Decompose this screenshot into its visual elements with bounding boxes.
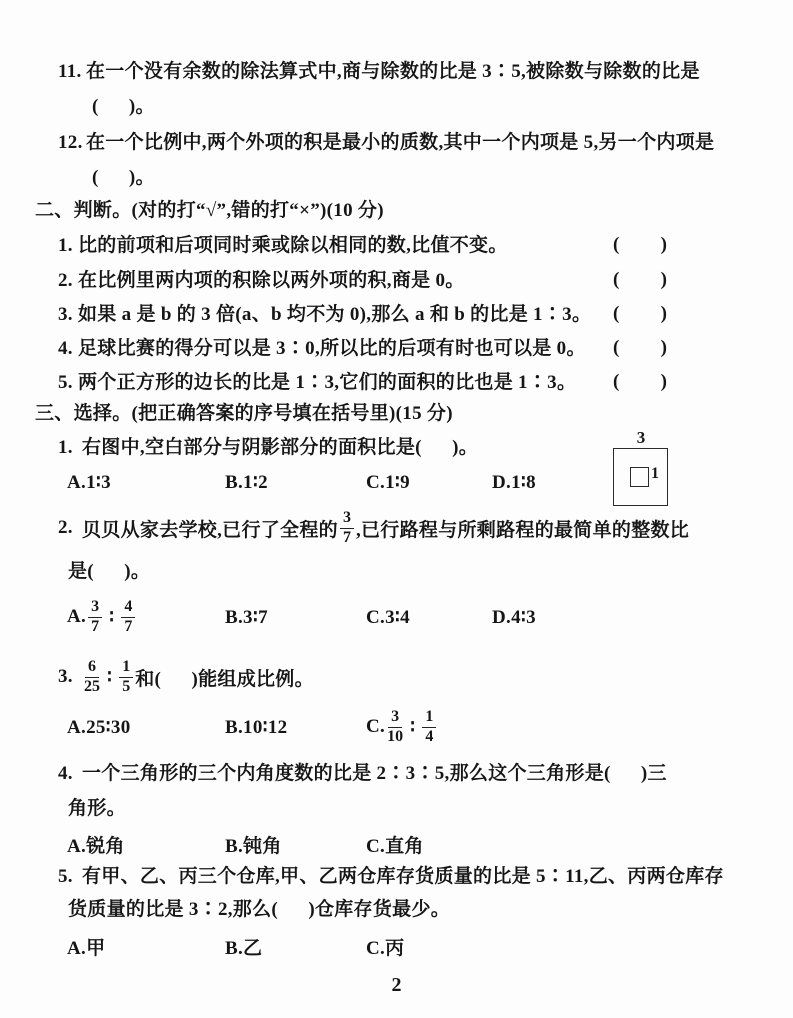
choice-q5-line1 (58, 865, 724, 889)
choice-q2-line2: 是( )。 (68, 561, 151, 582)
bracket-close: ) (660, 337, 667, 358)
judge-item-4-number: 4. (58, 338, 73, 359)
choice-q3-number: 3. (58, 666, 73, 687)
bracket-close: ) (660, 269, 667, 290)
judge-item-1-answer-bracket (613, 234, 667, 256)
option-b: B.1∶2 (225, 472, 268, 493)
ratio-colon: ∶ (107, 666, 113, 688)
choice-q4-line2: 角形。 (68, 798, 126, 819)
judge-item-2-answer-bracket (613, 269, 667, 291)
bracket-close: ) (660, 371, 667, 392)
choice-q5-options (67, 933, 404, 960)
choice-q3-line1 (58, 655, 314, 699)
judge-item-5 (58, 371, 576, 395)
option-b: B.乙 (225, 938, 263, 959)
square-figure (613, 428, 669, 506)
option-d: D.4∶3 (492, 606, 536, 628)
judge-item-2-text: 在比例里两内项的积除以两外项的积,商是 0。 (78, 270, 465, 291)
choice-q1-text: 右图中,空白部分与阴影部分的面积比是( )。 (82, 437, 479, 458)
option-c: C.直角 (366, 836, 424, 857)
option-a: A. $\frac{3}{7}$ ∶ $\frac{4}{7}$ (67, 599, 225, 636)
judge-item-1 (58, 234, 508, 258)
fraction-3-7: $\frac{3}{7}$ (88, 599, 102, 636)
bracket-open: ( (613, 303, 620, 324)
choice-q2-line1 (58, 506, 689, 550)
judge-item-3-text: 如果 a 是 b 的 3 倍(a、b 均不为 0),那么 a 和 b 的比是 1∶3。 (78, 304, 592, 325)
choice-q2-text-pre: 贝贝从家去学校,已行了全程的 (82, 519, 338, 541)
choice-q5-line2: 货质量的比是 3∶2,那么( )仓库存货最少。 (68, 899, 451, 920)
question-12-text: 在一个比例中,两个外项的积是最小的质数,其中一个内项是 5,另一个内项是 (86, 132, 715, 153)
option-b: B.钝角 (225, 836, 282, 857)
judge-item-4-answer-bracket (613, 337, 667, 359)
option-a: A.甲 (67, 938, 106, 959)
question-11-text: 在一个没有余数的除法算式中,商与除数的比是 3∶5,被除数与除数的比是 (86, 61, 700, 82)
question-12-number: 12. (58, 132, 83, 153)
option-d: D.1∶8 (492, 472, 536, 493)
choice-q4-text: 一个三角形的三个内角度数的比是 2∶3∶5,那么这个三角形是( )三 (82, 763, 667, 784)
judge-item-4 (58, 337, 586, 361)
choice-q4-number: 4. (58, 763, 73, 784)
choice-q2-options (67, 595, 536, 639)
judge-item-2-number: 2. (58, 270, 73, 291)
choice-q3-options (67, 705, 438, 749)
question-11-blank: ( )。 (92, 96, 155, 117)
ratio-colon: ∶ (410, 716, 416, 738)
bracket-close: ) (660, 234, 667, 255)
page-number: 2 (391, 974, 402, 996)
fraction-1-4: $\frac{1}{4}$ (422, 709, 436, 746)
choice-q1-line1 (58, 436, 478, 460)
choice-q3-text-post: 和( )能组成比例。 (135, 668, 314, 690)
fraction-6-25: $\frac{6}{25}$ (84, 657, 100, 695)
bracket-close: ) (660, 303, 667, 324)
bracket-open: ( (613, 337, 620, 358)
fraction-1-5: $\frac{1}{5}$ (119, 659, 133, 696)
figure-outer-side-label: 3 (636, 428, 646, 447)
section-choice-title: 三、选择。(把正确答案的序号填在括号里)(15 分) (35, 403, 453, 424)
judge-item-1-number: 1. (58, 235, 73, 256)
option-a: A.锐角 (67, 836, 125, 857)
option-b: B.10∶12 (225, 716, 288, 738)
judge-item-3 (58, 303, 591, 327)
judge-item-4-text: 足球比赛的得分可以是 3∶0,所以比的后项有时也可以是 0。 (78, 338, 586, 359)
choice-q2-text-post: ,已行路程与所剩路程的最简单的整数比 (355, 519, 690, 541)
option-b: B.3∶7 (225, 606, 268, 628)
option-c: C.1∶9 (366, 472, 410, 493)
option-c: C. $\frac{3}{10}$ ∶ $\frac{1}{4}$ (366, 709, 438, 746)
question-11-number: 11. (58, 61, 82, 82)
judge-item-1-text: 比的前项和后项同时乘或除以相同的数,比值不变。 (78, 235, 508, 256)
choice-q5-number: 5. (58, 866, 73, 887)
option-a: A.1∶3 (67, 472, 111, 493)
inner-square (630, 467, 649, 487)
question-12-line1 (58, 131, 714, 155)
option-c: C.丙 (366, 938, 405, 959)
fraction-3-10: $\frac{3}{10}$ (387, 707, 404, 745)
judge-item-5-answer-bracket (613, 371, 667, 393)
choice-q5-text: 有甲、乙、丙三个仓库,甲、乙两仓库存货质量的比是 5∶11,乙、丙两仓库存 (82, 866, 724, 887)
judge-item-2 (58, 269, 465, 293)
choice-q4-line1 (58, 762, 667, 786)
bracket-open: ( (613, 371, 620, 392)
choice-q1-options (67, 471, 536, 494)
outer-square (613, 448, 668, 506)
fraction-4-7: $\frac{4}{7}$ (121, 599, 135, 636)
choice-q4-options (67, 831, 424, 858)
choice-q2-number: 2. (58, 517, 73, 538)
bracket-open: ( (613, 234, 620, 255)
judge-item-5-text: 两个正方形的边长的比是 1∶3,它们的面积的比也是 1∶3。 (78, 372, 577, 393)
judge-item-5-number: 5. (58, 372, 73, 393)
option-c: C.3∶4 (366, 606, 410, 628)
choice-q1-number: 1. (58, 437, 73, 458)
option-a: A.25∶30 (67, 716, 131, 738)
question-12-blank: ( )。 (92, 167, 155, 188)
question-11-line1 (58, 60, 700, 84)
judge-item-3-answer-bracket (613, 303, 667, 325)
judge-item-3-number: 3. (58, 304, 73, 325)
section-judge-title: 二、判断。(对的打“√”,错的打“×”)(10 分) (35, 200, 384, 221)
bracket-open: ( (613, 269, 620, 290)
figure-inner-side-label: 1 (651, 465, 659, 482)
fraction-3-7: $\frac{3}{7}$ (340, 510, 354, 547)
ratio-colon: ∶ (109, 606, 115, 628)
